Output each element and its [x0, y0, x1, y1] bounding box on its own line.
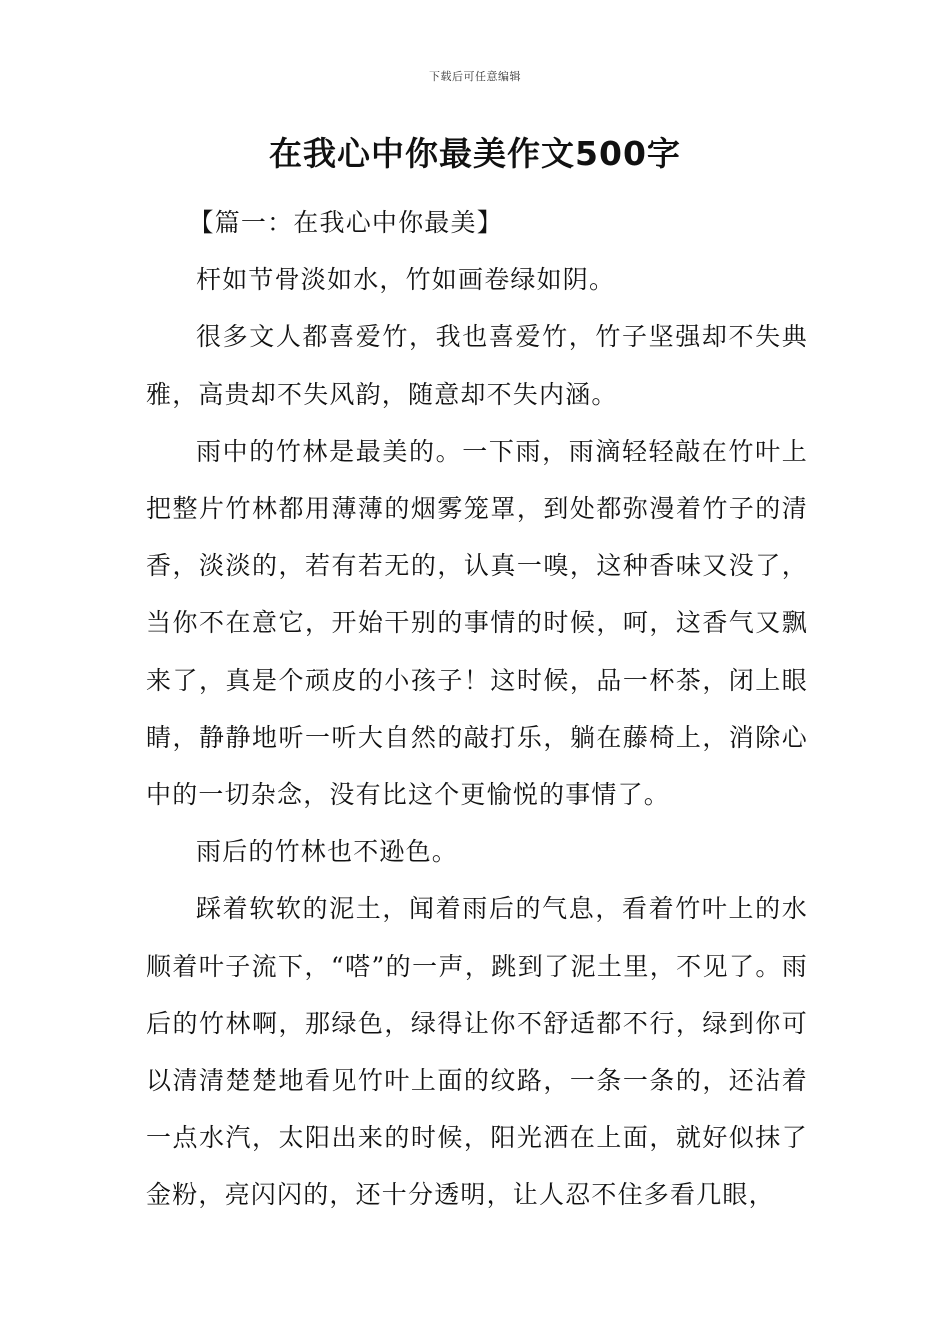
paragraph-4: 雨后的竹林也不逊色。 [196, 837, 459, 867]
document-body [146, 194, 808, 1224]
paragraph-2: 很多文人都喜爱竹，我也喜爱竹，竹子坚强却不失典雅，高贵却不失风韵，随意却不失内涵。 [146, 322, 808, 409]
header-note: 下载后可任意编辑 [429, 70, 521, 83]
section-heading: 【篇一：在我心中你最美】 [188, 208, 503, 237]
paragraph-5: 踩着软软的泥土，闻着雨后的气息，看着竹叶上的水顺着叶子流下，“嗒”的一声，跳到了泥土里，不见了。雨后的竹林啊，那绿色，绿得让你不舒适都不行，绿到你可以清清楚楚地看见竹叶上面的纹路，一条一条的，还沾着一点水汽，太阳出来的时候，阳光洒在上面，就好似抹了金粉，亮闪闪的，还十分透明，让人忍不住多看几眼， [146, 894, 808, 1210]
document-title: 在我心中你最美作文500字 [269, 134, 681, 173]
paragraph-3: 雨中的竹林是最美的。一下雨，雨滴轻轻敲在竹叶上把整片竹林都用薄薄的烟雾笼罩，到处都弥漫着竹子的清香，淡淡的，若有若无的，认真一嗅，这种香味又没了，当你不在意它，开始干别的事情的时候，呵，这香气又飘来了，真是个顽皮的小孩子！这时候，品一杯茶，闭上眼睛，静静地听一听大自然的敲打乐，躺在藤椅上，消除心中的一切杂念，没有比这个更愉悦的事情了。 [146, 436, 808, 810]
paragraph-1: 杆如节骨淡如水，竹如画卷绿如阴。 [196, 265, 616, 295]
